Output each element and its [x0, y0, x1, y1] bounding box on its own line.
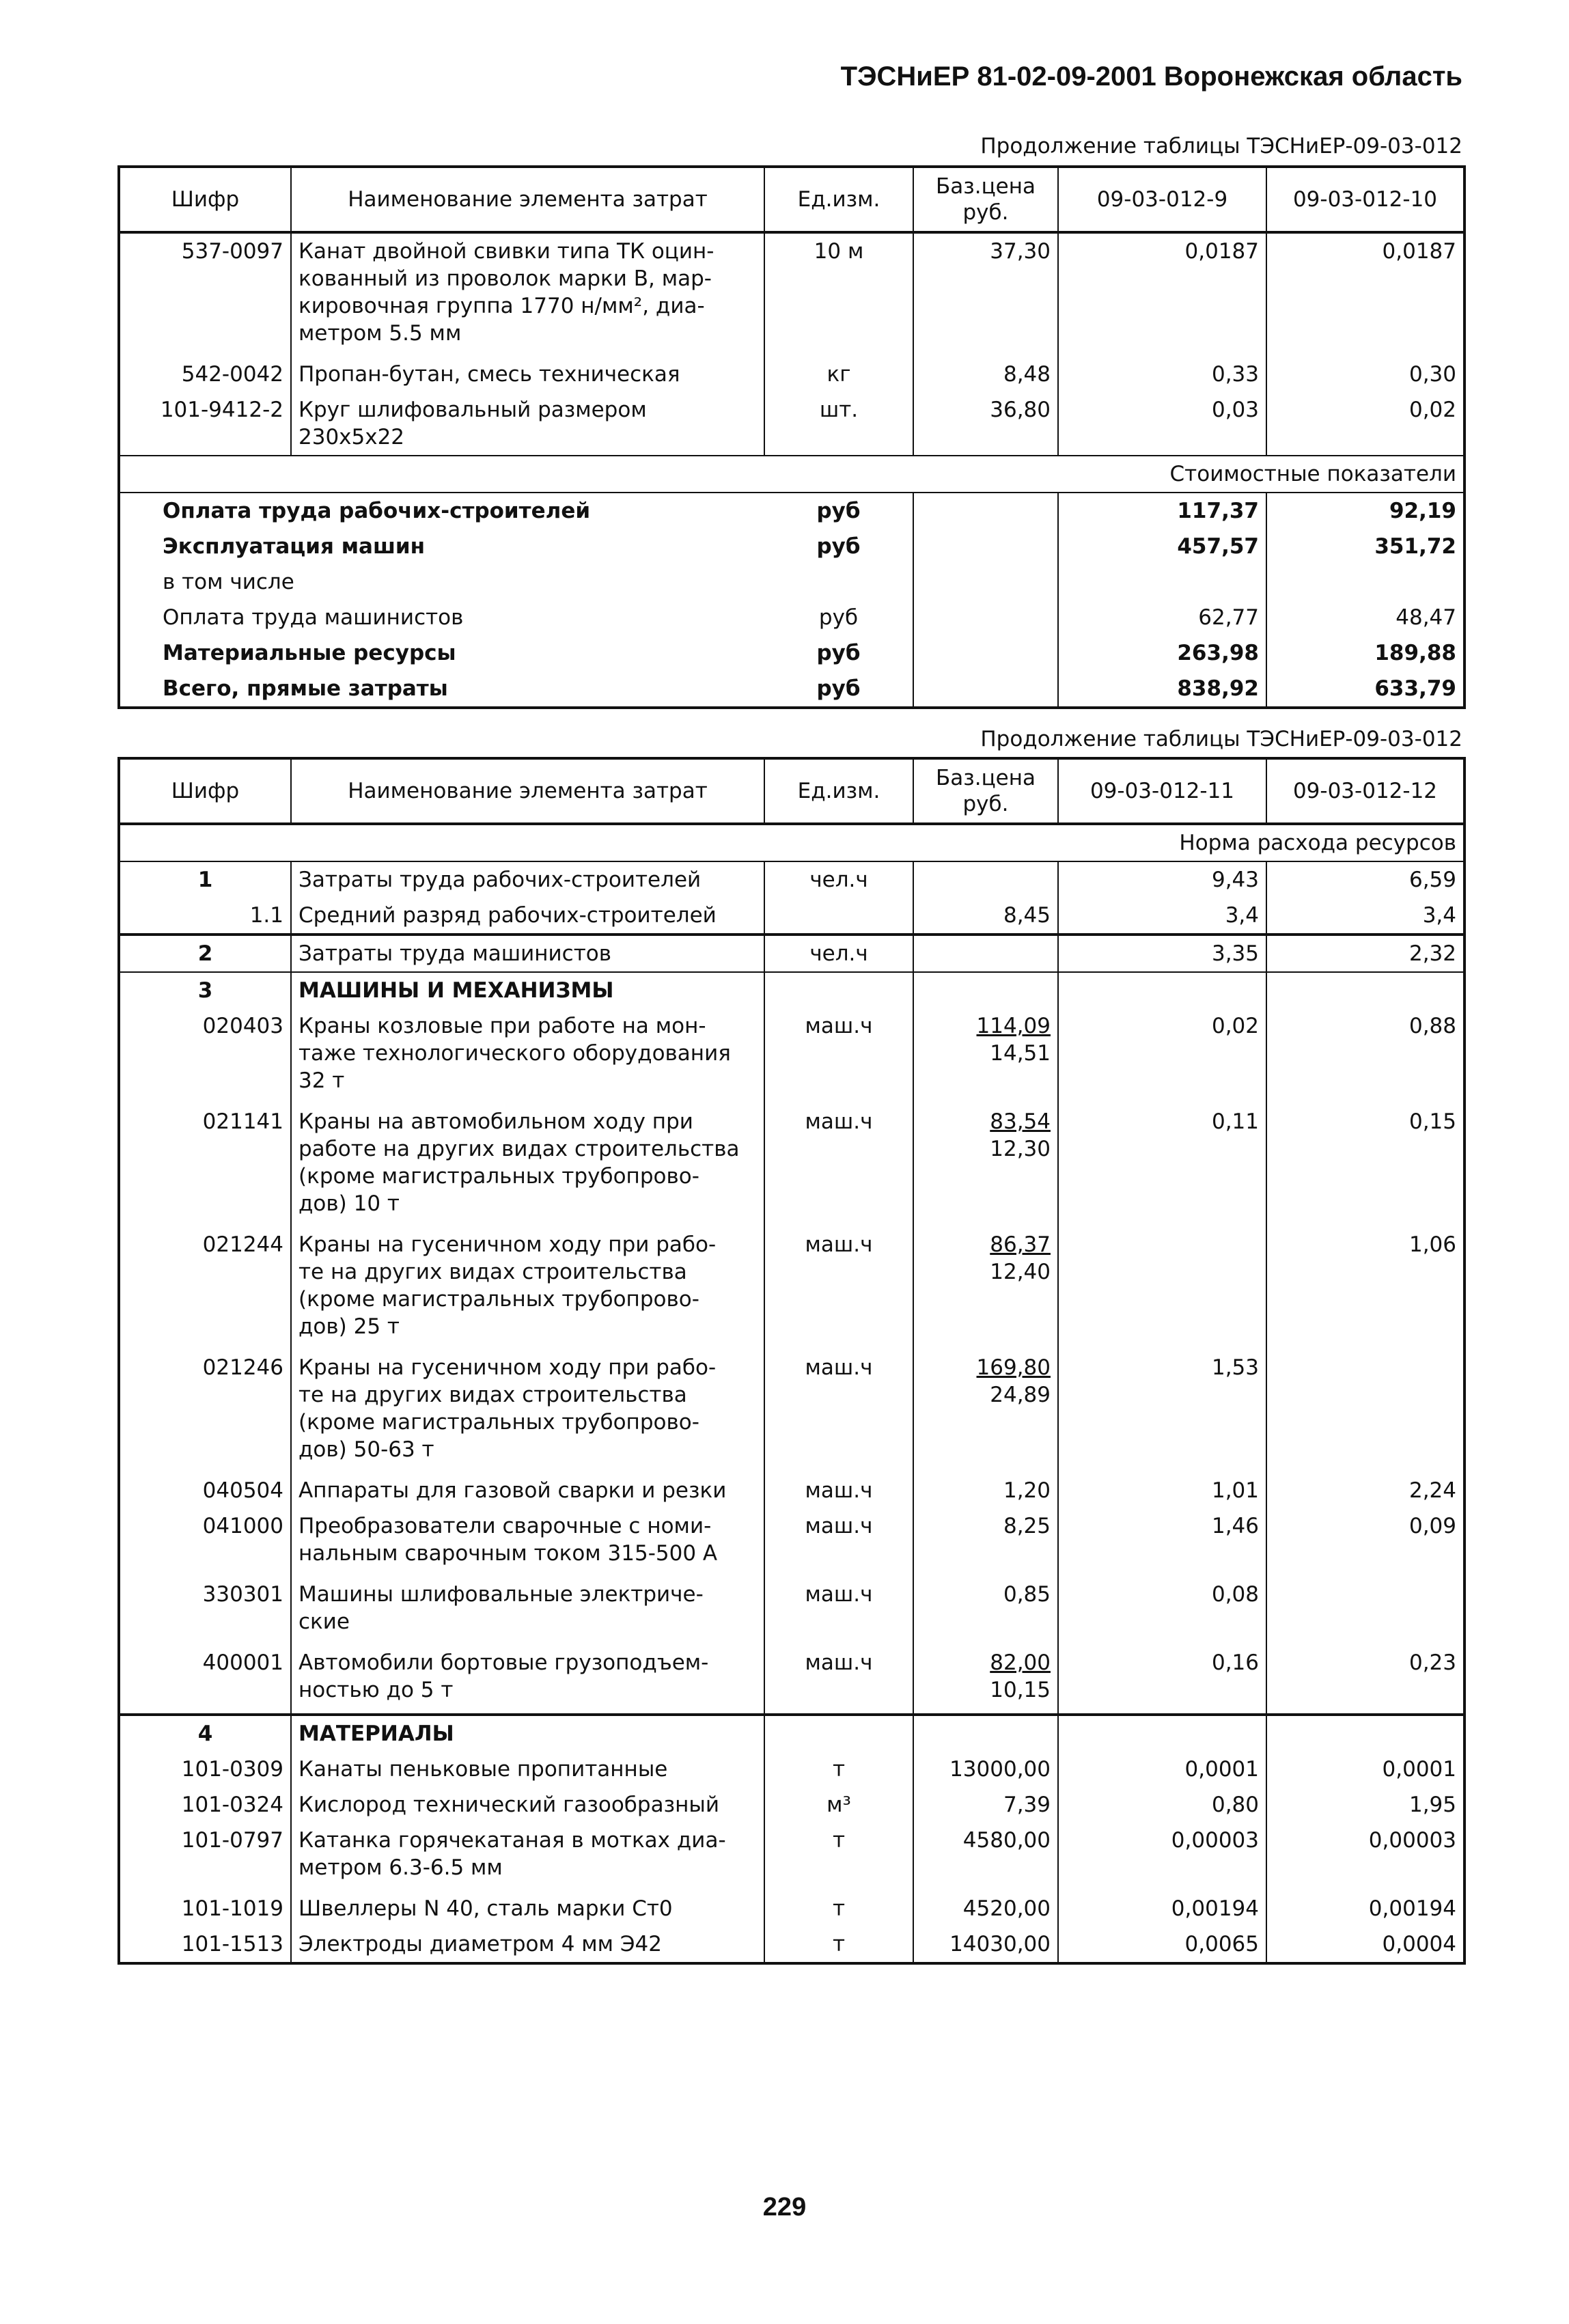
cell-col-a	[1058, 1227, 1266, 1350]
cell-unit: маш.ч	[764, 1350, 913, 1473]
cell-col-a: 1,53	[1058, 1350, 1266, 1473]
section-number: 4	[119, 1715, 291, 1752]
text-line: ностью до 5 т	[298, 1678, 454, 1702]
price-base: 114,09	[976, 1014, 1051, 1038]
cell-col-a: 0,08	[1058, 1577, 1266, 1645]
band-spacer	[119, 456, 291, 493]
text-line: 230x5x22	[298, 425, 405, 449]
cell-price	[913, 1104, 1058, 1227]
summary-label: Оплата труда машинистов	[163, 605, 464, 630]
cell-price	[913, 1350, 1058, 1473]
summary-row	[119, 564, 1464, 600]
cell-code: 101-0324	[119, 1787, 291, 1823]
document-title: ТЭСНиЕР 81-02-09-2001 Воронежская область	[840, 61, 1462, 92]
table-row	[119, 1787, 1464, 1823]
table-row	[119, 1473, 1464, 1508]
cell-col-b: 0,00194	[1266, 1891, 1464, 1926]
text-line: кованный из проволок марки В, мар-	[298, 266, 712, 291]
section-title: МАТЕРИАЛЫ	[291, 1715, 764, 1752]
cell-unit: шт.	[764, 392, 913, 456]
cell-name	[291, 1577, 764, 1645]
cell-code: 021246	[119, 1350, 291, 1473]
text-line: дов) 25 т	[298, 1314, 400, 1339]
cell-name	[291, 1823, 764, 1891]
cell-unit: чел.ч	[764, 861, 913, 898]
text-line: те на других видах строительства	[298, 1383, 687, 1407]
cell-name	[291, 392, 764, 456]
text-line: метром 5.5 мм	[298, 321, 462, 346]
cell-unit: 10 м	[764, 232, 913, 357]
cell-col-b	[1266, 1577, 1464, 1645]
cell-col-b: 0,09	[1266, 1508, 1464, 1577]
cell-col-a: 3,35	[1058, 935, 1266, 972]
cell-col-b: 0,23	[1266, 1645, 1464, 1715]
summary-col-b: 189,88	[1266, 635, 1464, 671]
table1-header-row	[119, 167, 1464, 232]
price-wage: 10,15	[990, 1678, 1051, 1702]
cell-price: 8,25	[913, 1508, 1058, 1577]
price-base: 82,00	[990, 1650, 1051, 1675]
text-line: Кислород технический газообразный	[298, 1793, 719, 1817]
cell-code: 330301	[119, 1577, 291, 1645]
summary-col-a: 117,37	[1058, 493, 1266, 529]
summary-unit: руб	[764, 635, 913, 671]
cell-code: 021141	[119, 1104, 291, 1227]
table-row	[119, 1645, 1464, 1715]
cell-name	[291, 1473, 764, 1508]
text-line: 32 т	[298, 1068, 345, 1093]
table-row	[119, 1227, 1464, 1350]
header-col-a: 09-03-012-11	[1058, 758, 1266, 824]
cell-unit: м³	[764, 1787, 913, 1823]
band-row	[119, 456, 1464, 493]
cell-col-b: 0,00003	[1266, 1823, 1464, 1891]
summary-col-a: 263,98	[1058, 635, 1266, 671]
cell-unit: кг	[764, 357, 913, 392]
summary-col-a: 457,57	[1058, 529, 1266, 564]
cell-price: 0,85	[913, 1577, 1058, 1645]
cell-col-a: 0,16	[1058, 1645, 1266, 1715]
cell-col-b	[1266, 972, 1464, 1008]
cell-col-a: 1,46	[1058, 1508, 1266, 1577]
cell-name	[291, 232, 764, 357]
text-line: Средний разряд рабочих-строителей	[298, 903, 717, 928]
table-row	[119, 232, 1464, 357]
cell-col-b	[1266, 1715, 1464, 1752]
cell-name	[291, 1350, 764, 1473]
cell-col-b: 0,02	[1266, 392, 1464, 456]
text-line: (кроме магистральных трубопрово-	[298, 1164, 699, 1189]
cell-code: 101-1019	[119, 1891, 291, 1926]
table-row	[119, 1752, 1464, 1787]
text-line: Краны на гусеничном ходу при рабо-	[298, 1232, 717, 1257]
cell-code: 2	[119, 935, 291, 972]
summary-price	[913, 493, 1058, 529]
cell-unit: маш.ч	[764, 1508, 913, 1577]
cell-code: 041000	[119, 1508, 291, 1577]
cell-col-a: 0,03	[1058, 392, 1266, 456]
summary-row	[119, 635, 1464, 671]
cell-col-a: 0,00003	[1058, 1823, 1266, 1891]
cell-col-a	[1058, 972, 1266, 1008]
summary-price	[913, 564, 1058, 600]
cell-price: 8,45	[913, 898, 1058, 935]
table-row	[119, 357, 1464, 392]
summary-label: Эксплуатация машин	[163, 534, 426, 559]
table-row	[119, 1926, 1464, 1963]
header-unit: Ед.изм.	[764, 167, 913, 232]
cell-name	[291, 1508, 764, 1577]
header-price: Баз.цена руб.	[913, 758, 1058, 824]
summary-label: Оплата труда рабочих-строителей	[163, 499, 591, 523]
table-row	[119, 1008, 1464, 1104]
summary-col-b: 48,47	[1266, 600, 1464, 635]
cell-col-b: 0,0187	[1266, 232, 1464, 357]
cell-price: 1,20	[913, 1473, 1058, 1508]
text-line: работе на других видах строительства	[298, 1137, 740, 1161]
cell-unit: маш.ч	[764, 1008, 913, 1104]
header-col-a: 09-03-012-9	[1058, 167, 1266, 232]
summary-col-a: 838,92	[1058, 671, 1266, 708]
price-wage: 14,51	[990, 1041, 1051, 1066]
cell-name	[291, 1891, 764, 1926]
cell-code: 1	[119, 861, 291, 898]
cell-col-a: 0,02	[1058, 1008, 1266, 1104]
cell-price	[913, 1645, 1058, 1715]
summary-col-a	[1058, 564, 1266, 600]
cell-code: 537-0097	[119, 232, 291, 357]
cell-price: 14030,00	[913, 1926, 1058, 1963]
text-line: Канат двойной свивки типа ТК оцин-	[298, 239, 714, 264]
table-row	[119, 1104, 1464, 1227]
text-line: те на других видах строительства	[298, 1260, 687, 1284]
summary-label: Материальные ресурсы	[163, 641, 456, 665]
cell-unit: т	[764, 1752, 913, 1787]
cell-col-b: 0,88	[1266, 1008, 1464, 1104]
text-line: Пропан-бутан, смесь техническая	[298, 362, 680, 387]
summary-price	[913, 529, 1058, 564]
cell-price: 4580,00	[913, 1823, 1058, 1891]
cell-name	[291, 898, 764, 935]
summary-label: Всего, прямые затраты	[163, 676, 448, 701]
text-line: Катанка горячекатаная в мотках диа-	[298, 1828, 726, 1853]
summary-row	[119, 600, 1464, 635]
cell-col-b: 2,32	[1266, 935, 1464, 972]
cell-unit	[764, 898, 913, 935]
cell-unit: т	[764, 1926, 913, 1963]
section-number: 3	[119, 972, 291, 1008]
text-line: Электроды диаметром 4 мм Э42	[298, 1932, 662, 1956]
table-row	[119, 1823, 1464, 1891]
cell-col-b: 1,95	[1266, 1787, 1464, 1823]
resource-table-2	[117, 757, 1466, 1965]
cell-price: 36,80	[913, 392, 1058, 456]
summary-col-b: 92,19	[1266, 493, 1464, 529]
table-row	[119, 1350, 1464, 1473]
price-wage: 24,89	[990, 1383, 1051, 1407]
summary-unit: руб	[764, 493, 913, 529]
header-col-b: 09-03-012-10	[1266, 167, 1464, 232]
section-title: МАШИНЫ И МЕХАНИЗМЫ	[291, 972, 764, 1008]
cell-price	[913, 861, 1058, 898]
cell-unit: маш.ч	[764, 1577, 913, 1645]
text-line: (кроме магистральных трубопрово-	[298, 1410, 699, 1435]
cell-name	[291, 1926, 764, 1963]
cell-col-a: 9,43	[1058, 861, 1266, 898]
cell-price	[913, 1715, 1058, 1752]
section-row	[119, 1715, 1464, 1752]
text-line: метром 6.3-6.5 мм	[298, 1855, 503, 1880]
cell-col-a: 0,0065	[1058, 1926, 1266, 1963]
cell-col-b: 1,06	[1266, 1227, 1464, 1350]
price-wage: 12,40	[990, 1260, 1051, 1284]
cell-col-b: 3,4	[1266, 898, 1464, 935]
table2-caption: Продолжение таблицы ТЭСНиЕР-09-03-012	[980, 727, 1462, 751]
cell-price	[913, 935, 1058, 972]
summary-col-b: 351,72	[1266, 529, 1464, 564]
table-row	[119, 935, 1464, 972]
cell-code: 040504	[119, 1473, 291, 1508]
text-line: Автомобили бортовые грузоподъем-	[298, 1650, 709, 1675]
table1-caption: Продолжение таблицы ТЭСНиЕР-09-03-012	[980, 134, 1462, 158]
text-line: Затраты труда машинистов	[298, 941, 612, 966]
cell-code: 101-1513	[119, 1926, 291, 1963]
text-line: Круг шлифовальный размером	[298, 398, 647, 422]
cell-unit: т	[764, 1891, 913, 1926]
cell-price: 13000,00	[913, 1752, 1058, 1787]
cell-code: 020403	[119, 1008, 291, 1104]
cell-code: 021244	[119, 1227, 291, 1350]
cell-code: 101-0309	[119, 1752, 291, 1787]
text-line: Краны козловые при работе на мон-	[298, 1014, 706, 1038]
price-base: 83,54	[990, 1109, 1051, 1134]
cell-name	[291, 861, 764, 898]
summary-unit	[764, 564, 913, 600]
cell-unit	[764, 1715, 913, 1752]
cell-code: 400001	[119, 1645, 291, 1715]
cell-price: 4520,00	[913, 1891, 1058, 1926]
text-line: Краны на автомобильном ходу при	[298, 1109, 693, 1134]
cell-unit: маш.ч	[764, 1227, 913, 1350]
text-line: дов) 50-63 т	[298, 1437, 434, 1462]
cell-col-b: 0,0004	[1266, 1926, 1464, 1963]
price-base: 169,80	[976, 1355, 1051, 1380]
header-name: Наименование элемента затрат	[291, 167, 764, 232]
section-row	[119, 972, 1464, 1008]
cost-table-1	[117, 165, 1466, 709]
cell-unit: чел.ч	[764, 935, 913, 972]
cell-col-a: 0,33	[1058, 357, 1266, 392]
cell-col-b: 0,15	[1266, 1104, 1464, 1227]
band-row	[119, 824, 1464, 861]
text-line: Аппараты для газовой сварки и резки	[298, 1478, 727, 1503]
table2-header-row	[119, 758, 1464, 824]
header-price: Баз.цена руб.	[913, 167, 1058, 232]
cell-col-a: 3,4	[1058, 898, 1266, 935]
cell-price	[913, 972, 1058, 1008]
text-line: Машины шлифовальные электриче-	[298, 1582, 704, 1607]
cell-col-b: 0,30	[1266, 357, 1464, 392]
header-col-b: 09-03-012-12	[1266, 758, 1464, 824]
cell-price	[913, 1008, 1058, 1104]
text-line: Краны на гусеничном ходу при рабо-	[298, 1355, 717, 1380]
page-number: 229	[762, 2193, 807, 2222]
band-label: Стоимостные показатели	[291, 456, 1464, 493]
cell-name	[291, 1787, 764, 1823]
table-row	[119, 1891, 1464, 1926]
cell-col-b	[1266, 1350, 1464, 1473]
summary-price	[913, 600, 1058, 635]
cell-col-a: 0,80	[1058, 1787, 1266, 1823]
summary-row	[119, 529, 1464, 564]
cell-col-a: 0,0187	[1058, 232, 1266, 357]
cell-unit: т	[764, 1823, 913, 1891]
cell-name	[291, 1008, 764, 1104]
cell-code: 101-0797	[119, 1823, 291, 1891]
cell-col-a	[1058, 1715, 1266, 1752]
table-row	[119, 861, 1464, 898]
summary-unit: руб	[764, 600, 913, 635]
text-line: таже технологического оборудования	[298, 1041, 731, 1066]
summary-unit: руб	[764, 671, 913, 708]
cell-unit: маш.ч	[764, 1473, 913, 1508]
table-row	[119, 898, 1464, 935]
text-line: кировочная группа 1770 н/мм², диа-	[298, 294, 705, 318]
summary-price	[913, 671, 1058, 708]
cell-price	[913, 1227, 1058, 1350]
cell-col-a: 1,01	[1058, 1473, 1266, 1508]
summary-row	[119, 493, 1464, 529]
cell-col-a: 0,11	[1058, 1104, 1266, 1227]
cell-price: 37,30	[913, 232, 1058, 357]
summary-row	[119, 671, 1464, 708]
header-code: Шифр	[119, 167, 291, 232]
cell-col-b: 0,0001	[1266, 1752, 1464, 1787]
text-line: ские	[298, 1609, 350, 1634]
summary-col-b: 633,79	[1266, 671, 1464, 708]
cell-name	[291, 357, 764, 392]
cell-col-b: 6,59	[1266, 861, 1464, 898]
price-base: 86,37	[990, 1232, 1051, 1257]
summary-col-b	[1266, 564, 1464, 600]
cell-price: 8,48	[913, 357, 1058, 392]
price-wage: 12,30	[990, 1137, 1051, 1161]
cell-code: 101-9412-2	[119, 392, 291, 456]
cell-price: 7,39	[913, 1787, 1058, 1823]
band-label: Норма расхода ресурсов	[291, 824, 1464, 861]
band-spacer	[119, 824, 291, 861]
summary-unit: руб	[764, 529, 913, 564]
cell-code: 1.1	[119, 898, 291, 935]
cell-name	[291, 1227, 764, 1350]
text-line: Затраты труда рабочих-строителей	[298, 868, 702, 892]
table-row	[119, 1577, 1464, 1645]
cell-col-a: 0,00194	[1058, 1891, 1266, 1926]
header-name: Наименование элемента затрат	[291, 758, 764, 824]
cell-unit: маш.ч	[764, 1645, 913, 1715]
cell-unit: маш.ч	[764, 1104, 913, 1227]
header-unit: Ед.изм.	[764, 758, 913, 824]
cell-code: 542-0042	[119, 357, 291, 392]
text-line: (кроме магистральных трубопрово-	[298, 1287, 699, 1312]
cell-col-a: 0,0001	[1058, 1752, 1266, 1787]
cell-name	[291, 1752, 764, 1787]
cell-name	[291, 1645, 764, 1715]
summary-col-a: 62,77	[1058, 600, 1266, 635]
text-line: Канаты пеньковые пропитанные	[298, 1757, 668, 1782]
summary-price	[913, 635, 1058, 671]
table-row	[119, 392, 1464, 456]
summary-label: в том числе	[163, 570, 294, 594]
text-line: Преобразователи сварочные с номи-	[298, 1514, 712, 1538]
table-row	[119, 1508, 1464, 1577]
text-line: Швеллеры N 40, сталь марки Ст0	[298, 1896, 673, 1921]
cell-col-b: 2,24	[1266, 1473, 1464, 1508]
text-line: нальным сварочным током 315-500 А	[298, 1541, 718, 1566]
text-line: дов) 10 т	[298, 1191, 400, 1216]
cell-name	[291, 1104, 764, 1227]
cell-unit	[764, 972, 913, 1008]
header-code: Шифр	[119, 758, 291, 824]
cell-name	[291, 935, 764, 972]
